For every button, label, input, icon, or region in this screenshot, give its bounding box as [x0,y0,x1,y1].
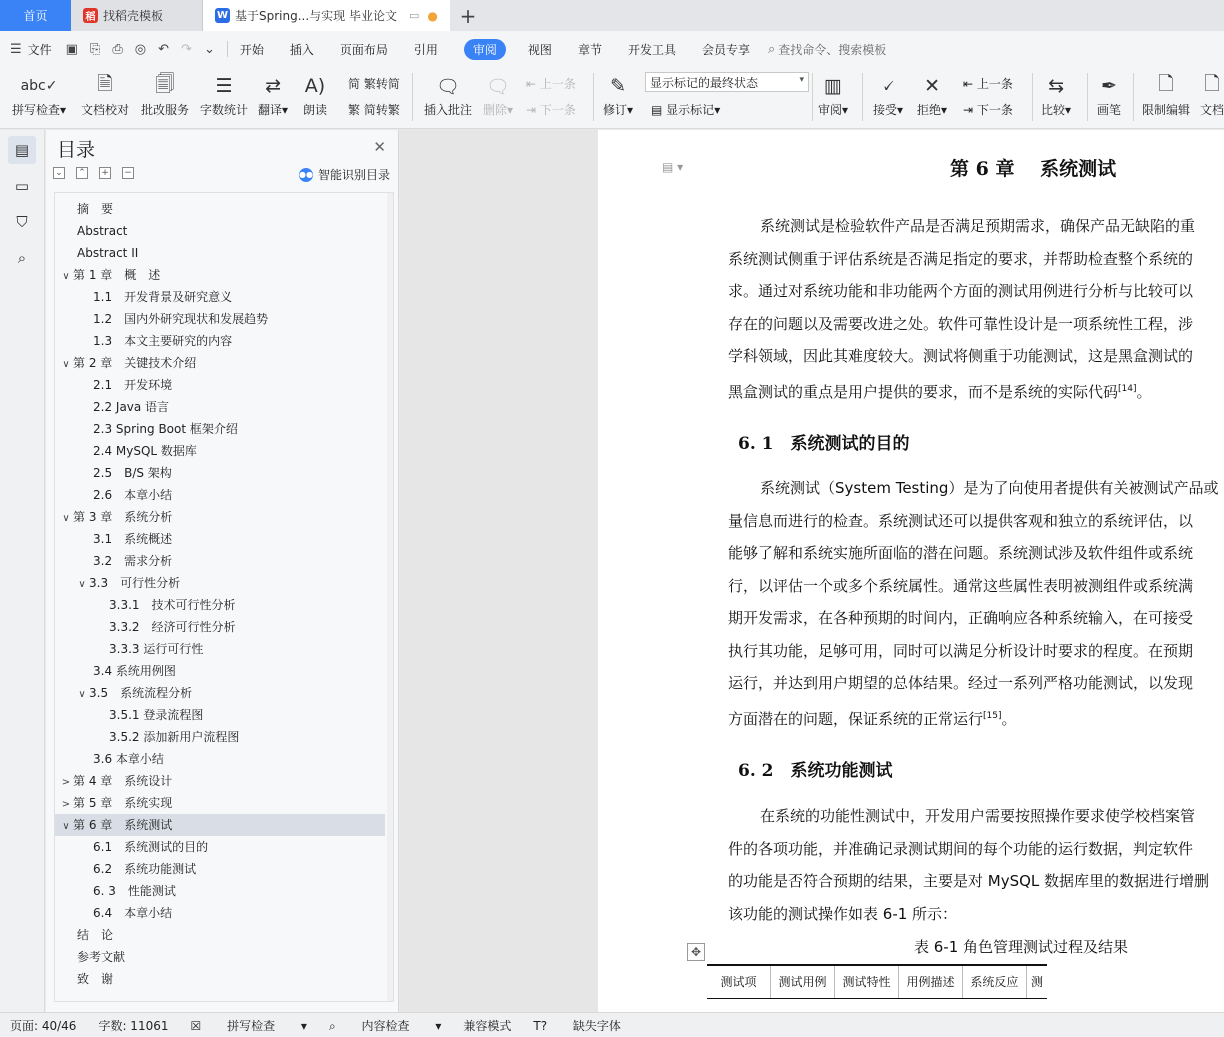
toc-item-label: 3.4 系统用例图 [93,664,176,678]
translate-button[interactable]: ⇄ 翻译▾ [258,71,288,118]
next-comment-icon: ⇥ [526,103,537,117]
toc-item[interactable] [55,220,385,242]
redo-icon[interactable]: ↷ [181,41,192,57]
toc-item[interactable] [55,286,385,308]
toc-item[interactable] [55,572,385,594]
accept-icon: 🗸 [881,75,895,97]
next-change-icon: ⇥ [963,103,974,117]
text-line: 系统测试（System Testing）是为了向使用者提供有关被测试产品或 [760,479,1219,497]
doc-protect-icon: 🗋 [1204,73,1220,95]
review-pane-icon: ▥ [824,75,842,97]
divider [593,73,594,121]
new-tab-button[interactable]: + [459,3,477,28]
toc-item[interactable] [55,264,385,286]
toc-item[interactable] [55,968,385,990]
prev-comment-button[interactable] [526,75,576,92]
chevron-right-icon[interactable]: > [61,777,71,788]
paragraph-purpose [728,472,1224,735]
insert-comment-label: 插入批注 [424,103,473,117]
prev-change-label: 上一条 [976,77,1013,91]
toc-item-label: 3.3.1 技术可行性分析 [109,598,236,612]
document-protect-label: 文档 [1200,103,1224,117]
toc-item[interactable] [55,924,385,946]
next-change-button[interactable] [963,101,1013,118]
spell-check-icon: ☒ [190,1018,202,1033]
chevron-down-icon[interactable]: ∨ [78,689,86,700]
divider [812,73,813,121]
paragraph-intro [728,210,1224,408]
table-header-cell: 测试特性 [835,966,899,998]
toc-item[interactable] [55,308,385,330]
status-spell-check[interactable]: ☒ 拼写检查 ▾ [190,1018,307,1033]
status-content-check[interactable]: ⌕ 内容检查 ▾ [328,1018,442,1033]
unsaved-dot-icon: ● [427,8,438,23]
spell-check-label: 拼写检查 [12,103,61,117]
toc-item[interactable] [55,440,385,462]
hamburger-icon[interactable]: ☰ [10,41,22,57]
restrict-editing-label: 限制编辑 [1142,103,1191,117]
word-count-button[interactable] [200,71,248,118]
reject-label: 拒绝 [917,103,942,117]
toc-item[interactable] [55,704,385,726]
toc-tools [53,167,145,179]
word-count[interactable]: 字数: 11061 [98,1018,169,1033]
toc-item-label: 3.6 本章小结 [93,752,164,766]
toc-panel [46,130,399,1012]
text-line: 运行，并达到用户期望的总体结果。经过一系列严格功能测试，以发现 [728,674,1194,692]
chapter-heading: 第 6 章 系统测试 [950,158,1117,180]
spell-check-button[interactable]: abc✓ 拼写检查▾ [12,71,66,118]
close-icon[interactable]: ✕ [373,138,386,156]
toc-item-label: 第 2 章 关键技术介绍 [73,356,197,370]
missing-fonts[interactable] [533,1017,643,1034]
proofread-button[interactable] [81,71,129,118]
collapse-all-icon[interactable]: ⌄ [53,167,65,179]
preview-icon[interactable]: ◎ [134,41,147,57]
toc-item-label: 2.3 Spring Boot 框架介绍 [93,422,238,436]
prev-change-icon: ⇤ [963,77,974,91]
chevron-down-icon[interactable]: ⌄ [203,41,215,57]
smart-toc-button[interactable] [299,166,390,183]
smart-toc-icon: ●● [299,168,313,182]
content-check-icon: ⌕ [328,1018,336,1033]
chevron-down-icon[interactable]: ∨ [62,821,70,832]
text-line: 求。通过对系统功能和非功能两个方面的测试用例进行分析与比较可以 [728,282,1194,300]
toc-scrollbar[interactable] [387,193,393,1001]
insert-comment-button[interactable] [424,71,472,118]
table-header-cell: 测 [1030,975,1043,989]
word-count-label: 字数统计 [200,103,249,117]
menu-reference[interactable]: 引用 [413,42,438,57]
tab-document[interactable] [203,0,450,31]
divider [1133,73,1134,121]
toc-item[interactable] [55,550,385,572]
toc-item-label: 3.1 系统概述 [93,532,173,546]
text-line: 系统测试侧重于评估系统是否满足指定的要求，并帮助检查整个系统的 [728,249,1194,268]
text-line: 期开发需求，在各种预期的时间内，正确响应各种系统输入，在可接受 [728,609,1194,627]
text-line [728,373,1224,409]
toc-item[interactable] [55,748,385,770]
text-line: 能够了解和系统实施所面临的潜在问题。系统测试涉及软件组件或系统 [728,544,1194,562]
toc-item[interactable] [55,836,385,858]
compare-label: 比较 [1041,103,1066,117]
show-markup-button[interactable]: ▤ 显示标记▾ [651,103,721,117]
export-icon[interactable]: ⎘ [89,41,101,57]
toc-item-label: 6.2 系统功能测试 [93,862,197,876]
window-icon[interactable]: ▭ [408,9,420,22]
paragraph-function-test [728,800,1224,930]
tab-home[interactable] [0,0,71,31]
toc-item-label: 2.6 本章小结 [93,488,173,502]
text-line: 系统测试是检验软件产品是否满足预期需求，确保产品无缺陷的重 [760,217,1196,235]
toc-item-label: Abstract II [77,246,139,260]
pen-button[interactable] [1097,71,1121,118]
comment-add-icon: 🗨 [435,75,461,98]
text-line: 量信息而进行的检查。系统测试还可以提供客观和独立的系统评估，以 [728,511,1194,530]
tab-home-label: 首页 [23,9,48,23]
traditional-to-simplified-button[interactable] [348,75,400,92]
next-comment-button[interactable] [526,101,576,118]
toc-item-label: 1.3 本文主要研究的内容 [93,334,233,348]
menu-layout[interactable]: 页面布局 [339,42,388,57]
divider [862,73,863,121]
status-content-label: 内容检查 [361,1018,410,1033]
menu-review[interactable]: 审阅 [464,39,506,60]
show-markup-icon: ▤ [651,103,663,117]
proofread-label: 文档校对 [81,103,130,117]
toc-item-label: 第 1 章 概 述 [73,268,161,282]
tab-bar [0,0,1224,31]
review-pane-label: 审阅 [818,103,843,117]
document-page[interactable] [598,130,1224,1012]
text-line: 该功能的测试操作如表 6-1 所示： [728,904,958,923]
toc-item-label: 2.2 Java 语言 [93,400,170,414]
menu-member[interactable]: 会员专享 [701,42,750,57]
word-count-icon: ☰ [215,75,233,97]
proofread-icon: 🗎 [97,73,113,95]
batch-service-label: 批改服务 [141,103,190,117]
toc-item[interactable] [55,352,385,374]
speaker-icon: A) [304,75,326,97]
toc-item[interactable] [55,902,385,924]
test-table-header [707,964,1047,999]
delete-comment-label: 删除 [483,103,508,117]
document-protect-button[interactable] [1200,71,1224,118]
next-comment-label: 下一条 [539,103,576,117]
next-change-label: 下一条 [976,103,1013,117]
toc-item-label: 3.3.2 经济可行性分析 [109,620,236,634]
t2s-icon: 简 [348,77,361,91]
pen-icon: ✒ [1101,75,1117,97]
table-header-cell: 用例描述 [899,966,963,998]
track-changes-button[interactable]: ✎ 修订▾ [603,71,633,118]
chevron-down-icon[interactable]: ∨ [62,513,70,524]
toc-item-label: 3.5.1 登录流程图 [109,708,204,722]
toc-item[interactable] [55,594,385,616]
navigation-icon-bar [0,130,45,1012]
divider [1087,73,1088,121]
status-spell-label: 拼写检查 [227,1018,276,1033]
text-run: 方面潜在的问题，保证系统的正常运行 [728,709,984,728]
smart-toc-label: 智能识别目录 [317,168,390,182]
toc-item-label: 3.3 可行性分析 [89,576,181,590]
toc-item-label: 第 4 章 系统设计 [73,774,173,788]
text-line [728,700,1224,736]
toc-item[interactable] [55,682,385,704]
toc-item[interactable] [55,814,385,836]
toc-item-label: 第 3 章 系统分析 [73,510,173,524]
text-line: 件的各项功能，并准确记录测试期间的每个功能的运行数据，判定软件 [728,839,1194,858]
status-bar [0,1012,1224,1037]
toc-item-label: 致 谢 [77,972,114,986]
menu-section[interactable]: 章节 [577,42,602,57]
accept-label: 接受 [873,103,898,117]
toc-title: 目录 [57,139,96,161]
toc-item-label: 2.5 B/S 架构 [93,466,172,480]
toc-item[interactable] [55,528,385,550]
toc-item-label: 6.1 系统测试的目的 [93,840,209,854]
compare-button[interactable]: ⇆ 比较▾ [1041,71,1071,118]
table-header-cell: 测试用例 [771,966,835,998]
text-line: 执行其功能，足够可用，同时可以满足分析设计时要求的程度。在预期 [728,641,1194,660]
pen-label: 画笔 [1097,103,1122,117]
toc-item[interactable] [55,770,385,792]
divider [412,73,413,121]
toc-item[interactable] [55,880,385,902]
toc-item[interactable] [55,374,385,396]
abc-icon: abc✓ [20,78,58,94]
compat-mode: 兼容模式 [463,1018,512,1033]
toc-item[interactable] [55,946,385,968]
document-area [400,130,1224,1012]
toc-item[interactable] [55,418,385,440]
file-menu[interactable]: 文件 [27,42,52,57]
batch-icon: 🗐 [155,73,175,95]
document-options-icon[interactable]: ▤ ▾ [662,160,684,174]
delete-comment-button[interactable]: 🗨 删除▾ [483,71,513,118]
accept-button[interactable]: 🗸 接受▾ [873,71,903,118]
toc-item[interactable] [55,242,385,264]
toc-item[interactable] [55,792,385,814]
toc-item-label: 3.3.3 运行可行性 [109,642,204,656]
citation: [14] [1118,383,1137,394]
text-line: 的功能是否符合预期的结果，主要是对 MySQL 数据库里的数据进行增删 [728,872,1210,890]
print-icon[interactable]: ⎙ [112,41,123,57]
toc-item-label: 2.1 开发环境 [93,378,173,392]
toc-item-label: 6.4 本章小结 [93,906,173,920]
toc-item-label: 3.5 系统流程分析 [89,686,193,700]
menu-insert[interactable]: 插入 [289,42,314,57]
toc-item[interactable] [55,330,385,352]
docer-icon: 稻 [83,8,98,23]
track-changes-icon: ✎ [610,75,626,97]
writer-icon: W [216,10,229,21]
text-run: 。 [1001,709,1017,728]
missing-fonts-label: 缺失字体 [572,1018,621,1033]
track-changes-label: 修订 [603,103,628,117]
toc-item-label: 1.2 国内外研究现状和发展趋势 [93,312,269,326]
markup-mode-value: 显示标记的最终状态 [650,76,759,90]
expand-icon[interactable]: + [99,167,111,179]
toc-item[interactable] [55,462,385,484]
table-caption: 表 6-1 角色管理测试过程及结果 [914,938,1129,956]
search-icon[interactable]: ⌕ [17,249,27,267]
text-line: 在系统的功能性测试中，开发用户需要按照操作要求使学校档案管 [760,807,1196,825]
review-ribbon [0,67,1224,129]
expand-up-icon[interactable]: ⌃ [76,167,88,179]
review-pane-button[interactable]: ▥ 审阅▾ [818,71,848,118]
search-icon: ⌕ [767,41,776,57]
toc-item[interactable] [55,638,385,660]
markup-mode-select[interactable] [645,72,809,92]
compare-icon: ⇆ [1048,75,1064,97]
reject-icon: ✕ [924,75,940,97]
toc-item[interactable] [55,616,385,638]
missing-font-icon: T? [533,1018,548,1033]
lock-doc-icon: 🗋 [1158,73,1174,95]
text-line: 存在的问题以及需要改进之处。软件可靠性设计是一项系统性工程，涉 [728,314,1194,333]
tab-document-label: 基于Spring...与实现 毕业论文 [235,9,397,23]
citation: [15] [983,710,1002,721]
batch-service-button[interactable] [141,71,189,118]
chevron-down-icon[interactable]: ∨ [78,579,86,590]
divider [227,41,228,57]
menu-view[interactable]: 视图 [527,42,552,57]
text-line: 学科领域，因此其难度较大。测试将侧重于功能测试，这是黑盒测试的 [728,347,1194,365]
section-heading-6-1: 6. 1 系统测试的目的 [738,434,910,454]
toc-item-label: 参考文献 [77,950,126,964]
translate-label: 翻译 [258,103,283,117]
toc-item-label: 3.2 需求分析 [93,554,173,568]
toc-list [54,192,394,1002]
chevron-down-icon: ▾ [799,75,804,85]
read-aloud-label: 朗读 [303,103,328,117]
toc-item[interactable] [55,198,385,220]
toc-item-label: 结 论 [77,928,114,942]
toc-item-label: 第 6 章 系统测试 [73,818,173,832]
command-search-input[interactable]: 查找命令、搜索模板 [778,42,887,57]
restrict-editing-button[interactable] [1142,71,1190,118]
toc-item-label: 2.4 MySQL 数据库 [93,444,197,458]
save-icon[interactable]: ▣ [65,41,78,57]
table-move-handle-icon[interactable]: ✥ [687,943,705,961]
page-indicator[interactable]: 页面: 40/46 [10,1018,77,1033]
reject-button[interactable]: ✕ 拒绝▾ [917,71,947,118]
toc-item[interactable] [55,506,385,528]
comment-delete-icon: 🗨 [485,75,511,98]
menu-devtools[interactable]: 开发工具 [627,42,676,57]
translate-icon: ⇄ [265,75,281,97]
read-aloud-button[interactable] [303,71,327,118]
toc-item[interactable] [55,484,385,506]
prev-comment-icon: ⇤ [526,77,537,91]
chevron-down-icon[interactable]: ∨ [62,271,70,282]
chevron-down-icon[interactable]: ∨ [62,359,70,370]
toc-item-label: 1.1 开发背景及研究意义 [93,290,233,304]
toc-item-label: 摘 要 [77,202,114,216]
collapse-icon[interactable]: − [122,167,134,179]
prev-comment-label: 上一条 [539,77,576,91]
table-header-cell: 系统反应 [963,966,1027,998]
bookmark-icon[interactable]: ⛉ [16,213,28,231]
toc-item-label: Abstract [77,224,128,238]
chapter-nav-icon[interactable]: ▭ [14,177,30,195]
s2t-label: 简转繁 [363,103,400,117]
text-line: 行，以评估一个或多个系统属性。通常这些属性表明被测组件或系统满 [728,576,1194,595]
s2t-icon: 繁 [348,103,361,117]
toc-item[interactable] [55,396,385,418]
menu-start[interactable]: 开始 [239,42,264,57]
section-heading-6-2: 6. 2 系统功能测试 [738,761,893,781]
tab-template-label: 找稻壳模板 [103,9,164,23]
text-run: 。 [1136,382,1152,401]
chevron-right-icon[interactable]: > [61,799,71,810]
table-header-cell: 测试项 [707,966,771,998]
toc-item-label: 第 5 章 系统实现 [73,796,173,810]
simplified-to-traditional-button[interactable] [348,101,400,118]
toc-item[interactable] [55,726,385,748]
tab-template[interactable] [71,0,203,31]
toc-item[interactable] [55,858,385,880]
undo-icon[interactable]: ↶ [158,41,170,57]
menu-bar [0,31,1224,67]
text-run: 黑盒测试的重点是用户提供的要求，而不是系统的实际代码 [728,382,1119,401]
t2s-label: 繁转简 [363,77,400,91]
toc-icon[interactable]: ▤ [8,136,36,164]
prev-change-button[interactable] [963,75,1013,92]
show-markup-label: 显示标记 [666,103,715,117]
divider [1032,73,1033,121]
toc-item-label: 6. 3 性能测试 [93,884,176,898]
toc-item-label: 3.5.2 添加新用户流程图 [109,730,240,744]
toc-item[interactable] [55,660,385,682]
